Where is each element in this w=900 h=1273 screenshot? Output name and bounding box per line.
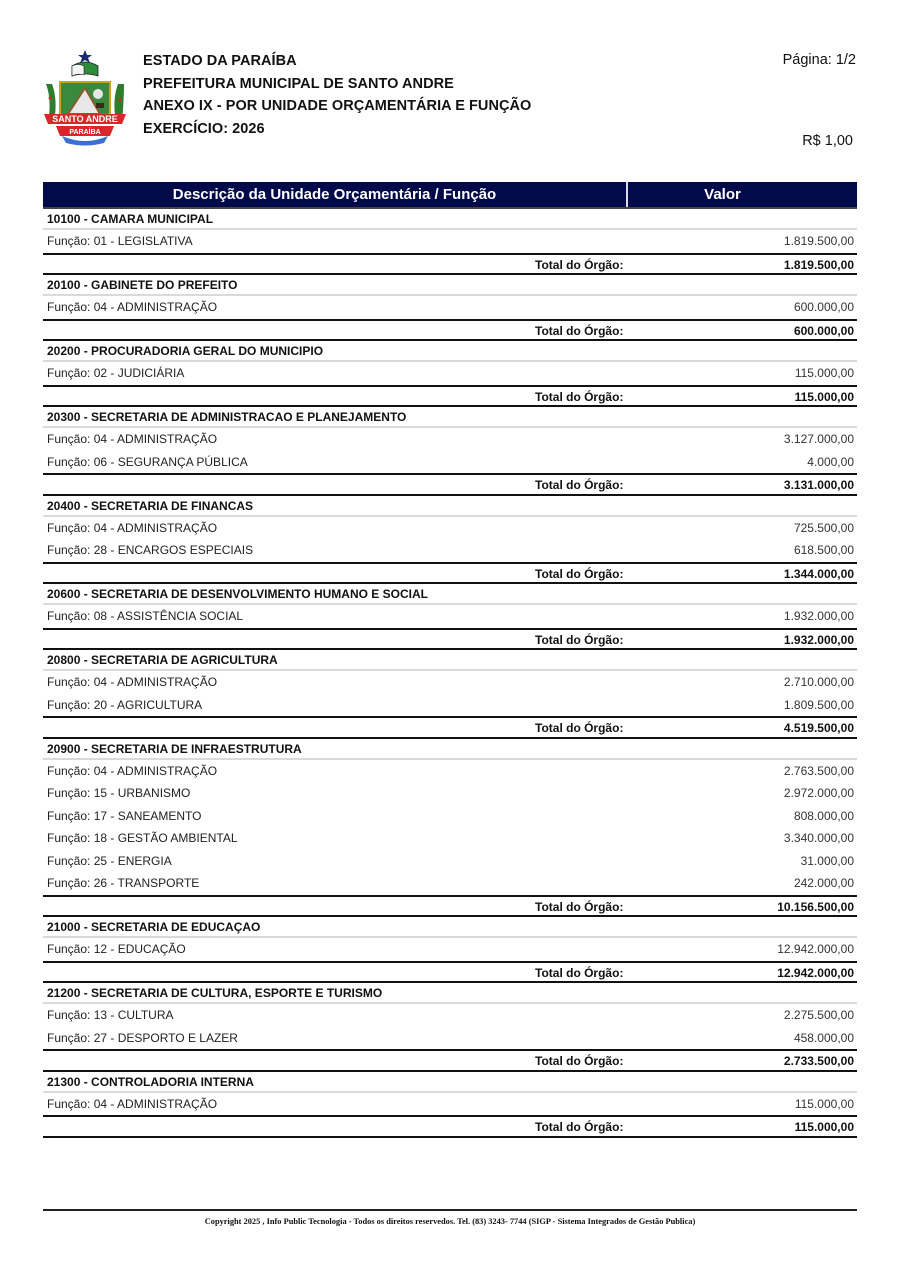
function-description: Função: 04 - ADMINISTRAÇÃO xyxy=(47,520,218,535)
function-value: 115.000,00 xyxy=(794,1096,854,1111)
total-label: Total do Órgão: xyxy=(535,632,624,647)
org-total-row xyxy=(43,628,857,651)
function-description: Função: 26 - TRANSPORTE xyxy=(47,876,200,890)
function-row xyxy=(43,605,857,628)
org-block xyxy=(43,209,857,275)
function-value: 1.809.500,00 xyxy=(783,697,854,712)
total-spacer xyxy=(43,963,535,982)
footer-copyright: Copyright 2025 , Info Public Tecnologia - Todos os direitos reservedos. Tel. (83) 3243- 7744 (SIGP - Sistema Integrados de Gestão Publica) xyxy=(204,1217,696,1226)
function-description: Função: 13 - CULTURA xyxy=(47,1008,174,1022)
function-description: Função: 04 - ADMINISTRAÇÃO xyxy=(47,1096,218,1111)
function-row xyxy=(43,428,857,451)
total-spacer xyxy=(43,630,535,649)
org-title: 20200 - PROCURADORIA GERAL DO MUNICIPIO xyxy=(43,341,857,362)
function-row xyxy=(43,1027,857,1050)
org-total-row xyxy=(43,473,857,496)
function-description: Função: 02 - JUDICIÁRIA xyxy=(47,366,185,380)
org-total-row xyxy=(43,961,857,984)
function-row xyxy=(43,1004,857,1027)
total-value: 4.519.500,00 xyxy=(783,721,854,735)
coat-of-arms-logo xyxy=(38,48,132,148)
org-block xyxy=(43,496,857,585)
function-description: Função: 28 - ENCARGOS ESPECIAIS xyxy=(47,543,254,557)
org-block xyxy=(43,407,857,496)
function-value: 3.340.000,00 xyxy=(783,831,854,845)
total-spacer xyxy=(43,564,535,583)
function-value: 2.763.500,00 xyxy=(783,763,854,778)
org-title: 21200 - SECRETARIA DE CULTURA, ESPORTE E TURISMO xyxy=(43,983,857,1004)
total-spacer xyxy=(43,1117,535,1136)
function-value: 242.000,00 xyxy=(793,876,854,890)
total-value: 115.000,00 xyxy=(794,1120,854,1134)
function-value: 12.942.000,00 xyxy=(777,942,854,956)
function-description: Função: 06 - SEGURANÇA PÚBLICA xyxy=(47,454,248,469)
org-block xyxy=(43,341,857,407)
svg-text:SANTO ANDRE: SANTO ANDRE xyxy=(52,114,118,124)
function-description: Função: 25 - ENERGIA xyxy=(47,853,172,868)
function-value: 1.819.500,00 xyxy=(783,234,854,248)
svg-text:PARAÍBA: PARAÍBA xyxy=(69,129,101,136)
org-title: 10100 - CAMARA MUNICIPAL xyxy=(43,209,857,230)
total-value: 115.000,00 xyxy=(794,389,854,404)
function-description: Função: 04 - ADMINISTRAÇÃO xyxy=(47,432,218,446)
org-title: 21000 - SECRETARIA DE EDUCAÇAO xyxy=(43,917,857,938)
function-row xyxy=(43,671,857,694)
total-label: Total do Órgão: xyxy=(535,899,624,914)
report-title: ANEXO IX - POR UNIDADE ORÇAMENTÁRIA E FUNÇÃO xyxy=(143,98,532,114)
org-block xyxy=(43,584,857,650)
function-row xyxy=(43,938,857,961)
org-block xyxy=(43,739,857,918)
total-value: 600.000,00 xyxy=(793,323,854,338)
total-spacer xyxy=(43,387,535,406)
org-block xyxy=(43,1072,857,1138)
org-block xyxy=(43,917,857,983)
page-number: Página: 1/2 xyxy=(782,52,856,68)
org-total-row xyxy=(43,253,857,276)
org-total-row xyxy=(43,716,857,739)
function-row xyxy=(43,296,857,319)
org-block xyxy=(43,983,857,1072)
total-label: Total do Órgão: xyxy=(535,721,624,735)
total-spacer xyxy=(43,1051,535,1070)
column-header-value: Valor xyxy=(704,186,741,203)
org-total-row xyxy=(43,1115,857,1138)
function-value: 600.000,00 xyxy=(793,300,854,314)
function-value: 115.000,00 xyxy=(794,366,854,380)
table-header xyxy=(43,182,857,209)
total-spacer xyxy=(43,718,535,737)
function-description: Função: 12 - EDUCAÇÃO xyxy=(47,942,186,956)
municipal-coat-of-arms-icon xyxy=(38,48,132,148)
total-value: 1.819.500,00 xyxy=(783,257,854,272)
function-value: 3.127.000,00 xyxy=(783,432,854,446)
org-title: 20600 - SECRETARIA DE DESENVOLVIMENTO HUMANO E SOCIAL xyxy=(43,584,857,605)
function-description: Função: 01 - LEGISLATIVA xyxy=(47,234,193,248)
function-value: 808.000,00 xyxy=(793,808,854,823)
function-value: 4.000,00 xyxy=(807,454,854,469)
function-row xyxy=(43,827,857,850)
total-label: Total do Órgão: xyxy=(535,478,624,492)
budget-table xyxy=(43,182,857,1138)
function-value: 2.710.000,00 xyxy=(783,675,854,689)
total-value: 1.344.000,00 xyxy=(783,566,854,581)
total-label: Total do Órgão: xyxy=(535,389,624,404)
function-row xyxy=(43,872,857,895)
org-title: 20800 - SECRETARIA DE AGRICULTURA xyxy=(43,650,857,671)
function-row xyxy=(43,230,857,253)
function-row xyxy=(43,1093,857,1116)
function-value: 725.500,00 xyxy=(793,520,854,535)
function-description: Função: 27 - DESPORTO E LAZER xyxy=(47,1030,238,1045)
total-label: Total do Órgão: xyxy=(535,257,624,272)
total-label: Total do Órgão: xyxy=(535,1054,624,1068)
org-total-row xyxy=(43,319,857,342)
total-spacer xyxy=(43,475,535,494)
function-description: Função: 17 - SANEAMENTO xyxy=(47,808,202,823)
function-row xyxy=(43,451,857,474)
org-total-row xyxy=(43,895,857,918)
total-value: 12.942.000,00 xyxy=(777,965,854,980)
org-block xyxy=(43,650,857,739)
total-label: Total do Órgão: xyxy=(535,566,624,581)
function-value: 1.932.000,00 xyxy=(783,609,854,623)
total-label: Total do Órgão: xyxy=(535,323,624,338)
function-value: 618.500,00 xyxy=(793,543,854,557)
total-spacer xyxy=(43,255,535,274)
report-header xyxy=(143,50,531,140)
function-value: 31.000,00 xyxy=(800,853,854,868)
org-title: 20100 - GABINETE DO PREFEITO xyxy=(43,275,857,296)
municipality-name: PREFEITURA MUNICIPAL DE SANTO ANDRE xyxy=(143,75,454,92)
org-title: 20900 - SECRETARIA DE INFRAESTRUTURA xyxy=(43,739,857,760)
org-total-row xyxy=(43,562,857,585)
org-title: 20400 - SECRETARIA DE FINANCAS xyxy=(43,496,857,517)
org-title: 21300 - CONTROLADORIA INTERNA xyxy=(43,1072,857,1093)
function-row xyxy=(43,850,857,873)
function-description: Função: 08 - ASSISTÊNCIA SOCIAL xyxy=(47,609,244,623)
org-title: 20300 - SECRETARIA DE ADMINISTRACAO E PLANEJAMENTO xyxy=(43,407,857,428)
total-value: 2.733.500,00 xyxy=(783,1054,854,1068)
function-row xyxy=(43,539,857,562)
total-value: 10.156.500,00 xyxy=(777,899,854,914)
column-header-description: Descrição da Unidade Orçamentária / Função xyxy=(43,182,628,207)
total-label: Total do Órgão: xyxy=(535,1120,624,1134)
footer-divider xyxy=(43,1209,857,1211)
total-spacer xyxy=(43,321,535,340)
function-description: Função: 04 - ADMINISTRAÇÃO xyxy=(47,675,218,689)
org-block xyxy=(43,275,857,341)
total-label: Total do Órgão: xyxy=(535,965,624,980)
function-row xyxy=(43,760,857,783)
total-value: 1.932.000,00 xyxy=(783,632,854,647)
total-spacer xyxy=(43,897,535,916)
function-row xyxy=(43,782,857,805)
function-row xyxy=(43,362,857,385)
function-value: 2.972.000,00 xyxy=(783,786,854,800)
fiscal-year: EXERCÍCIO: 2026 xyxy=(143,120,265,137)
function-row xyxy=(43,517,857,540)
table-body xyxy=(43,209,857,1138)
function-description: Função: 15 - URBANISMO xyxy=(47,786,191,800)
org-total-row xyxy=(43,1049,857,1072)
function-description: Função: 18 - GESTÃO AMBIENTAL xyxy=(47,831,238,845)
function-value: 458.000,00 xyxy=(793,1030,854,1045)
function-value: 2.275.500,00 xyxy=(783,1008,854,1022)
function-description: Função: 04 - ADMINISTRAÇÃO xyxy=(47,300,218,314)
org-total-row xyxy=(43,385,857,408)
function-description: Função: 04 - ADMINISTRAÇÃO xyxy=(47,763,218,778)
state-name: ESTADO DA PARAÍBA xyxy=(143,53,297,69)
currency-unit: R$ 1,00 xyxy=(802,133,853,149)
total-value: 3.131.000,00 xyxy=(783,478,854,492)
function-row xyxy=(43,694,857,717)
function-description: Função: 20 - AGRICULTURA xyxy=(47,697,203,712)
function-row xyxy=(43,805,857,828)
